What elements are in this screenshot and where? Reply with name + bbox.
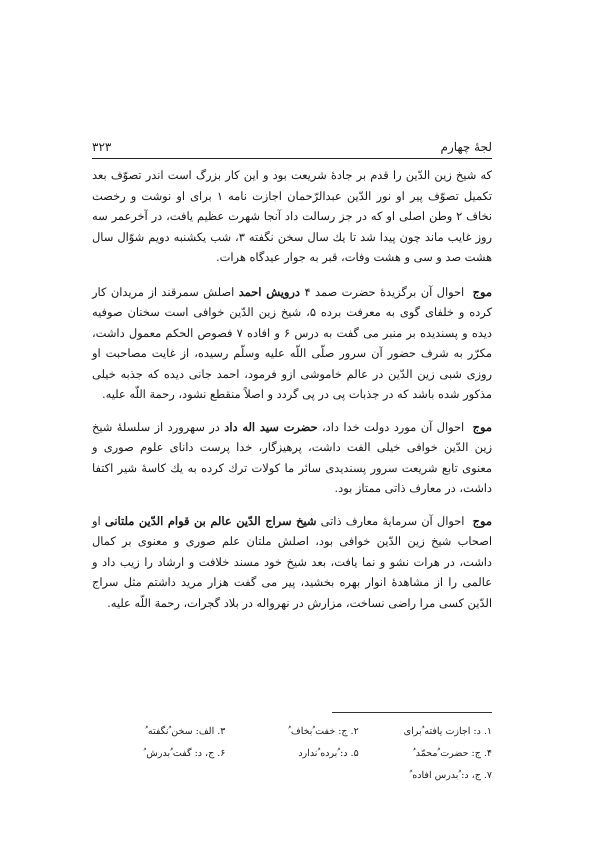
running-header — [92, 140, 492, 159]
footnote-row — [92, 765, 492, 787]
paragraph-4 — [92, 511, 492, 614]
chapter-title: لجهٔ چهارم — [440, 140, 492, 154]
footnote: ۵. د: ُبرده ُندارد — [298, 748, 359, 759]
document-page — [92, 140, 493, 781]
page-number: ۳۲۳ — [92, 140, 112, 154]
footnote: ۱. د: اجازت یافته ُبرای — [403, 726, 492, 737]
footnote: ۳. الف: سخن ُنگفته ُ — [145, 726, 226, 737]
paragraph-body: در سهرورد از سلسلهٔ شیخ زین الدّین خوافی خیلی الفت داشت، پرهیزگار، خدا پرست دانای علوم صوری و معنوی تابع شریعت سرور پسندیدی سائر ما کولات ترك کرده به یك کاسهٔ شیر اکتفا داشت، در معارف ذاتی ممتاز بود. — [92, 419, 492, 495]
footnote-row — [92, 721, 492, 743]
paragraph-body: اصلش سمرقند از مریدان کار کرده و خلفای گوی به معرفت برده ۵، شیخ زین الدّین خوافی است سخنان صوفیه دیده و پسندیده بر منبر می گفت به درس ۶ و افاده ۷ فصوص الحکم معمول داشت، مکرّر به شرف حضور آن سرور صلّی اللّه علیه وسلّم رسیده، از غایت مصاحبت او روزی شبی زین الدّین در عالم خاموشی ازو فرمود، احمد جانی دیده که جذبه خیلی مذکور شده باشد که در جذبات پی در پی گردد و اصلاً منقطع نشود، رحمة اللّه علیه. — [92, 284, 493, 401]
paragraph-2 — [92, 282, 492, 405]
footnote: ۶. ج، د: گفت ُبدرش ُ — [143, 748, 226, 759]
footnote-row — [92, 743, 492, 765]
paragraph-1: که شیخ زین الدّین را قدم بر جادهٔ شریعت بود و این کار بزرگ است اندر تصوّف بعد تکمیل تصوّف پیر او نور الدّین عبدالرّحمان اجازت نامه ۱ برای او نوشت و رخصت نخاف ۲ وطن اصلی او که در جز رسالت داد آنجا شهرت عظیم یافت، در آخرعمر سه روز غایب ماند چون پیدا شد تا یك سال سخن نگفته ۳، شب یکشنبه دویم شوّال سال هشت صد و سی و هشت وفات، قبر به جوار عیدگاه هرات. — [92, 168, 492, 264]
paragraph-body: او اصحاب شیخ زین الدّین خوافی بود، اصلش ملتان علم صوری و معنوی بر کمال داشت، در هرات نشو و نما یافت، بعد شیخ خود مسند خلافت و ارشاد را زیب داد و عالمی را از مشاهدهٔ انوار بهره بخشید، پیر می گفت هزار مرید داشتم مثل سراج الدّین کسی مرا راضی نساخت، مزارش در نهرواله در بلاد گجرات، رحمة اللّه علیه. — [92, 513, 492, 610]
section-marker: موج — [472, 513, 492, 528]
footnote: ۴. ج: حضرت ُمحمّد ُ — [412, 748, 492, 759]
paragraph-intro: احوال آن برگزیدهٔ حضرت صمد ۴ — [304, 284, 465, 299]
section-marker: موج — [472, 419, 492, 434]
person-name: حضرت سید اله داد — [224, 419, 318, 434]
footnote: ۲. ج: خفت ُبخاف ُ — [288, 726, 359, 737]
person-name: درویش احمد — [238, 284, 300, 299]
paragraph-intro: احوال آن مورد دولت خدا داد، — [322, 419, 465, 434]
footnote: ۷. ج، د: ُبدرس افاده ُ — [409, 770, 492, 781]
person-name: شیخ سراج الدّین عالم بن قوام الدّین ملتانی — [104, 513, 317, 528]
paragraph-intro: احوال آن سرمایهٔ معارف ذاتی — [320, 513, 465, 528]
paragraph-3 — [92, 417, 492, 499]
footnote-divider — [332, 712, 492, 713]
section-marker: موج — [472, 284, 492, 299]
footnotes — [92, 712, 492, 787]
